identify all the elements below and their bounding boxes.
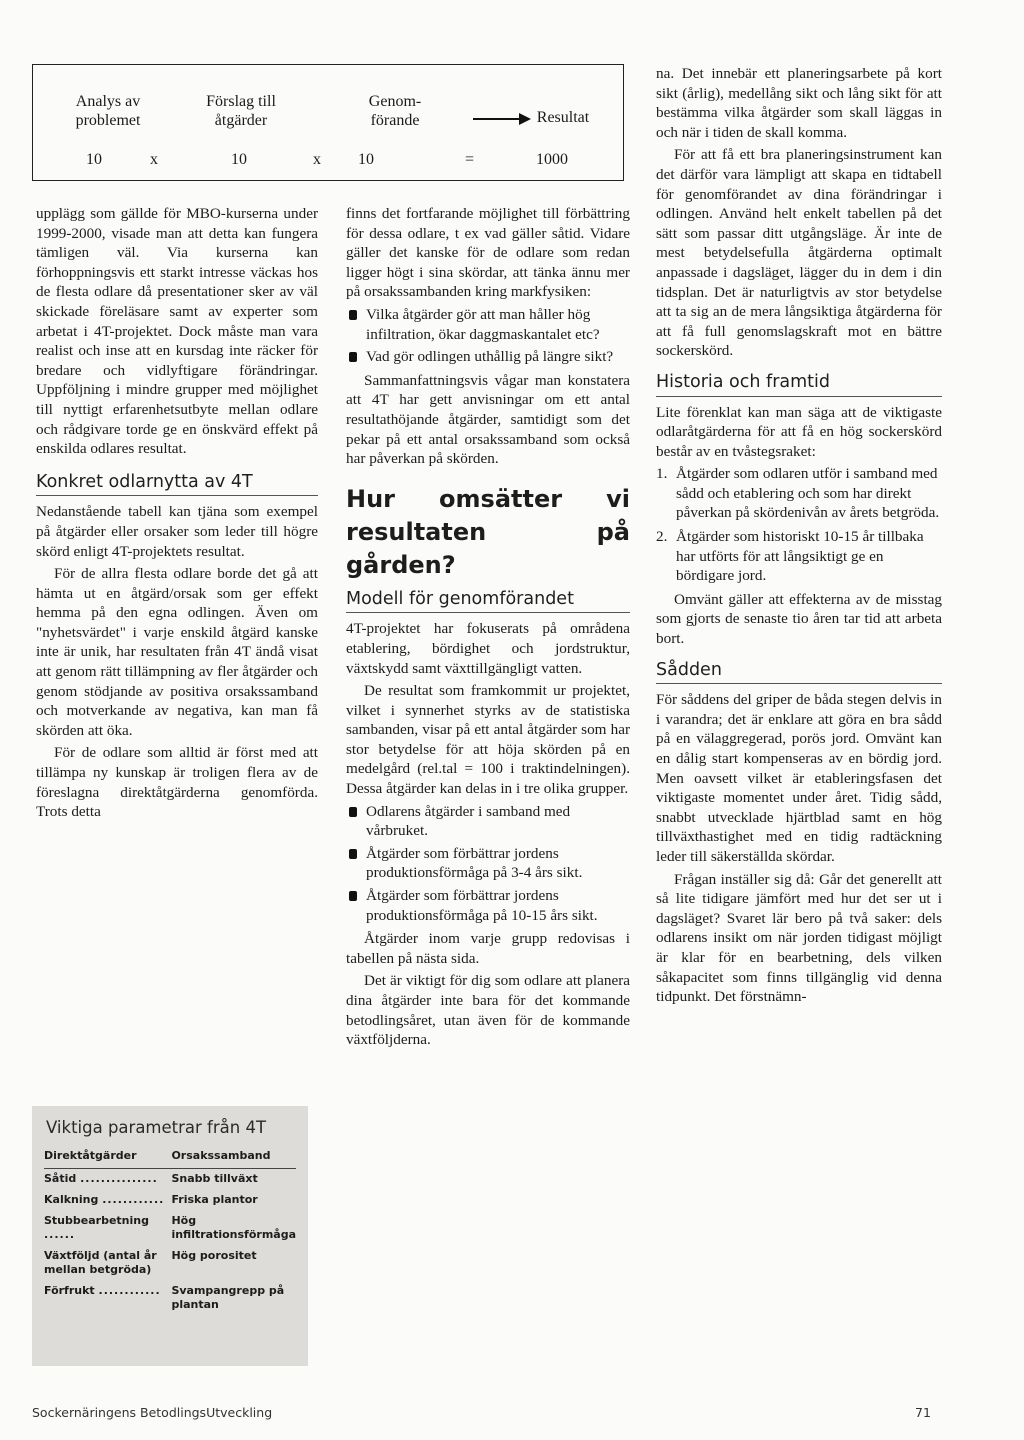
formula-label-result — [513, 108, 613, 127]
table-title: Viktiga parametrar från 4T — [46, 1118, 267, 1137]
formula-result-number: 1000 — [536, 151, 568, 168]
label-line: Resultat — [536, 109, 590, 126]
label-line: Förslag till — [206, 93, 276, 110]
table-header-row — [44, 1145, 296, 1169]
table-cell: Förfrukt ............ — [44, 1284, 161, 1297]
formula-operator: x — [150, 151, 158, 168]
column-header: Direktåtgärder — [44, 1145, 171, 1169]
table-cell: Kalkning ............ — [44, 1193, 165, 1206]
cell-text: Såtid — [44, 1172, 77, 1185]
cell-text: Stubbearbetning — [44, 1214, 149, 1227]
section-heading: Sådden — [656, 661, 942, 685]
paragraph: Lite förenklat kan man säga att de viktigaste odlaråtgärderna för att få en hög sockerskörd består av en tvåstegsraket: — [656, 403, 942, 460]
list-number: 1. — [656, 465, 668, 483]
formula-number: 10 — [86, 151, 102, 168]
label-line: Analys av — [75, 93, 141, 110]
right-column — [656, 64, 942, 1010]
table-cell: Friska plantor — [171, 1193, 258, 1206]
formula-operator: = — [465, 151, 475, 168]
main-heading: Hur omsätter vi resultaten på gården? — [346, 484, 630, 579]
label-line: åtgärder — [214, 112, 268, 129]
section-heading: Modell för genomförandet — [346, 590, 630, 614]
paragraph: De resultat som framkommit ur projektet, vilket i synnerhet styrks av de statistiska sambanden, visar på ett antal åtgärder som har stor betydelse för att höja skörden på en medelgård (rel.tal = 100 i traktindelningen). Dessa åtgärder kan delas in i tre olika grupper. — [346, 682, 630, 798]
column-header: Orsakssamband — [171, 1145, 296, 1169]
numbered-list — [656, 464, 942, 586]
paragraph: Sammanfattningsvis vågar man konstatera att 4T har gett anvisningar om ett antal resultathöjande åtgärder, samtidigt som det pekar på ett antal orsakssamband som också har påverkan på skörden. — [346, 371, 630, 468]
list-item: Åtgärder som förbättrar jordens produktionsförmåga på 3-4 års sikt. — [346, 844, 630, 883]
table-cell — [44, 1246, 171, 1281]
formula-number: 10 — [358, 151, 374, 168]
cell-text: Förfrukt — [44, 1284, 95, 1297]
formula-label-proposal — [181, 92, 301, 130]
table-cell: Snabb tillväxt — [171, 1172, 258, 1185]
parameter-table-box — [32, 1106, 308, 1366]
paragraph: 4T-projektet har fokuserats på områdena etablering, bördighet och jordstruktur, växtskydd samt växttillgängligt vatten. — [346, 620, 630, 677]
formula-label-analysis — [53, 92, 163, 130]
table-cell: Stubbearbetning ...... — [44, 1214, 149, 1241]
paragraph: För att få ett bra planeringsinstrument kan det därför vara lämpligt att skapa en tidtabell för genomförandet av dina förändringar i odlingen. Använd helt enkelt tabellen på det sätt som passar ditt utgångsläge. Är inte de mest betydelsefulla åtgärderna optimalt anpassade i dagsläget, lägger du in dem i din tidsplan. Det är naturligtvis av stor betydelse att ta sig an de mera långsiktiga åtgärderna för att få full genomslagskraft mot en bättre sockerskörd. — [656, 146, 942, 360]
list-number: 2. — [656, 528, 668, 546]
table-row — [44, 1211, 296, 1246]
table-row — [44, 1190, 296, 1211]
formula-diagram — [32, 64, 624, 181]
list-item-text: Åtgärder som odlaren utför i samband med sådd och etablering och som har direkt påverkan på skördenivån av årets betgröda. — [676, 465, 940, 522]
table-row — [44, 1246, 296, 1281]
list-item: Vilka åtgärder gör att man håller hög infiltration, ökar daggmaskantalet etc? — [346, 305, 630, 344]
paragraph: Det är viktigt för dig som odlare att planera dina åtgärder inte bara för det kommande betodlingsåret, utan även för de kommande växtföljderna. — [346, 972, 630, 1049]
label-line: Genom- — [368, 93, 422, 110]
parameter-table — [44, 1145, 296, 1316]
paragraph: Åtgärder inom varje grupp redovisas i tabellen på nästa sida. — [346, 930, 630, 967]
paragraph: na. Det innebär ett planeringsarbete på kort sikt (årlig), medellång sikt och lång sikt för att bestämma vilka åtgärder som skall läggas in och när i tiden de skall komma. — [656, 65, 942, 141]
middle-column — [346, 204, 630, 1053]
table-row — [44, 1281, 296, 1316]
cell-text: Växtföljd (antal år mellan betgröda) — [44, 1249, 157, 1276]
paragraph: För de odlare som alltid är först med att tillämpa ny kunskap är troligen flera av de föreslagna direktåtgärderna genomförda. Trots detta — [36, 744, 318, 821]
formula-operator: x — [313, 151, 321, 168]
list-item — [656, 527, 942, 586]
label-line: problemet — [75, 112, 141, 129]
paragraph: Omvänt gäller att effekterna av de misstag som gjorts de senaste tio åren tar tid att arbeta bort. — [656, 590, 942, 648]
table-cell: Svampangrepp på plantan — [171, 1284, 285, 1311]
table-row — [44, 1169, 296, 1191]
bullet-list — [346, 802, 630, 926]
section-heading: Historia och framtid — [656, 373, 942, 397]
footer-publication: Sockernäringens BetodlingsUtveckling — [32, 1405, 273, 1420]
list-item: Åtgärder som förbättrar jordens produktionsförmåga på 10-15 års sikt. — [346, 886, 630, 925]
paragraph: För de allra flesta odlare borde det gå att hämta ut en åtgärd/orsak som ger effekt hemma på den egna odlingen. Även om "nyhetsvärdet" i varje enskild åtgärd kanske inte är unik, har resultaten från 4T ändå visat att genom rätt tillämpning av fler åtgärder och genom stödjande av positiva orsakssamband och motverkande av negativa, kan man få skörden att öka. — [36, 565, 318, 739]
left-column — [36, 204, 318, 825]
list-item: Vad gör odlingen uthållig på längre sikt? — [346, 347, 630, 367]
formula-number: 10 — [231, 151, 247, 168]
list-item — [656, 464, 942, 523]
table-cell: Hög infiltrationsförmåga — [171, 1214, 296, 1241]
table-cell: Såtid ............... — [44, 1172, 158, 1185]
page-number: 71 — [915, 1405, 931, 1420]
section-heading: Konkret odlarnytta av 4T — [36, 473, 318, 497]
label-line: förande — [370, 112, 420, 129]
paragraph: upplägg som gällde för MBO-kurserna under 1999-2000, visade man att detta kan fungera tämligen väl. Via kurserna kan förhoppningsvis ett starkt intresse väckas hos de flesta odlare då presentationer sker av väl skickade föreläsare samt av experter som arbetat i 4T-projektet. Dock måste man vara realist och inse att en kursdag inte räcker för bredare och vidlyftigare förändringar. Uppföljning i mindre grupper med möjlighet till nyttigt erfarenhetsutbyte mellan odlare och rådgivare torde ge en önskvärd effekt på enskilda odlares resultat. — [36, 205, 318, 458]
list-item: Odlarens åtgärder i samband med vårbruket. — [346, 802, 630, 841]
list-item-text: Åtgärder som historiskt 10-15 år tillbaka har utförts för att långsiktigt ge en bördigare jord. — [676, 528, 924, 585]
paragraph: För såddens del griper de båda stegen delvis in i varandra; det är enklare att göra en bra sådd på en välaggregerad, porös jord. Omvänt kan en dålig start kompenseras av en bördig jord. Men oavsett vilket är etableringsfasen det viktigaste momentet under året. Tidig sådd, snabbt utvecklade hjärtblad samt en hög tillväxthastighet med en tidig radtäckning leder till säkerställda skördar. — [656, 691, 942, 865]
paragraph: finns det fortfarande möjlighet till förbättring för dessa odlare, t ex vad gäller såtid. Vidare gäller det kanske för de odlare som redan ligger högt i sina skördar, att tänka ännu mer på orsakssambanden kring markfysiken: — [346, 205, 630, 301]
cell-text: Kalkning — [44, 1193, 99, 1206]
table-cell: Hög porositet — [171, 1249, 257, 1262]
formula-label-implementation — [345, 92, 445, 130]
bullet-list — [346, 305, 630, 367]
paragraph: Nedanstående tabell kan tjäna som exempel på åtgärder eller orsaker som leder till högre skörd enligt 4T-projektets resultat. — [36, 503, 318, 560]
paragraph: Frågan inställer sig då: Går det generellt att så lite tidigare jämfört med hur det ser ut i dagsläget? Svaret lär bero på två saker: dels odlarens insikt om när jorden tidigast möjligt är klar för en bearbetning, dels vilken såkapacitet som finns tillgänglig vid denna tidpunkt. Det förstnämn- — [656, 870, 942, 1006]
